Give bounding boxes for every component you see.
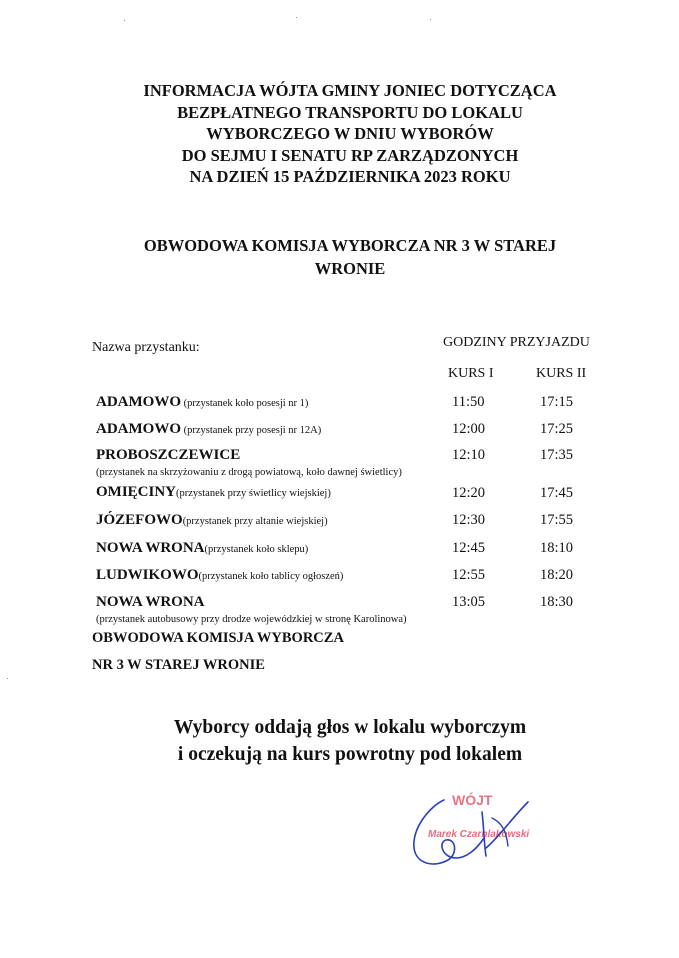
stop-title: PROBOSZCZEWICE xyxy=(96,447,241,463)
voter-notice xyxy=(60,714,640,768)
committee-heading xyxy=(60,234,640,280)
stop-description: (przystanek przy altanie wiejskiej) xyxy=(182,516,328,527)
course-1-time: 12:30 xyxy=(452,512,486,528)
course-1-header: KURS I xyxy=(448,366,494,381)
stop-title: NOWA WRONA xyxy=(96,540,205,556)
scan-speck xyxy=(296,17,297,18)
committee-line: WRONIE xyxy=(314,259,386,278)
stop-description: (przystanek przy posesji nr 12A) xyxy=(181,425,322,436)
stop-description: (przystanek koło tablicy ogłoszeń) xyxy=(198,571,344,582)
course-1-time: 12:00 xyxy=(452,421,486,437)
course-1-time: 13:05 xyxy=(452,594,486,610)
document-title xyxy=(60,80,640,188)
course-2-time: 17:25 xyxy=(540,421,574,437)
stop-title: ADAMOWO xyxy=(96,421,181,437)
title-line: NA DZIEŃ 15 PAŹDZIERNIKA 2023 ROKU xyxy=(189,167,511,186)
stop-description: (przystanek koło posesji nr 1) xyxy=(181,398,309,409)
stop-name xyxy=(96,567,343,584)
course-1-time: 11:50 xyxy=(452,394,485,410)
course-1-time: 12:45 xyxy=(452,540,486,556)
title-line: WYBORCZEGO W DNIU WYBORÓW xyxy=(206,124,494,143)
times-column-header: GODZINY PRZYJAZDU xyxy=(443,335,590,350)
stop-name xyxy=(96,421,321,438)
destination-line: OBWODOWA KOMISJA WYBORCZA xyxy=(92,630,344,646)
stop-title: NOWA WRONA xyxy=(96,594,205,610)
stop-title: ADAMOWO xyxy=(96,394,181,410)
committee-line: OBWODOWA KOMISJA WYBORCZA NR 3 W STAREJ xyxy=(143,236,557,255)
stamp-title: WÓJT xyxy=(452,792,493,808)
stop-description: (przystanek koło sklepu) xyxy=(204,544,309,555)
course-1-time: 12:10 xyxy=(452,447,486,463)
stop-name xyxy=(96,540,308,557)
course-1-time: 12:20 xyxy=(452,485,486,501)
stop-name xyxy=(96,484,331,501)
stop-name xyxy=(96,512,328,529)
stop-title: OMIĘCINY xyxy=(96,484,177,500)
title-line: DO SEJMU I SENATU RP ZARZĄDZONYCH xyxy=(181,145,519,165)
stop-name xyxy=(96,447,240,464)
destination-line: NR 3 W STAREJ WRONIE xyxy=(92,657,265,673)
stop-title: JÓZEFOWO xyxy=(96,512,183,528)
stop-column-header: Nazwa przystanku: xyxy=(92,340,200,355)
scan-speck xyxy=(124,20,125,21)
course-2-header: KURS II xyxy=(536,366,587,381)
course-2-time: 18:10 xyxy=(540,540,574,556)
stop-name xyxy=(96,394,308,411)
title-line: INFORMACJA WÓJTA GMINY JONIEC DOTYCZĄCA xyxy=(143,81,557,100)
notice-line: i oczekują na kurs powrotny pod lokalem xyxy=(177,744,523,765)
scan-speck xyxy=(7,678,8,679)
title-line: BEZPŁATNEGO TRANSPORTU DO LOKALU xyxy=(177,102,523,122)
course-2-time: 17:35 xyxy=(540,447,574,463)
stop-name xyxy=(96,594,205,611)
scan-speck xyxy=(430,19,431,20)
course-2-time: 17:45 xyxy=(540,485,574,501)
course-1-time: 12:55 xyxy=(452,567,486,583)
course-2-time: 17:15 xyxy=(540,394,574,410)
stamp-name: Marek Czarnlakowski xyxy=(428,829,530,840)
course-2-time: 18:20 xyxy=(540,567,574,583)
stop-description: (przystanek autobusowy przy drodze wojewódzkiej w stronę Karolinowa) xyxy=(96,614,407,625)
stop-description: (przystanek na skrzyżowaniu z drogą powiatową, koło dawnej świetlicy) xyxy=(96,467,402,478)
course-2-time: 18:30 xyxy=(540,594,574,610)
stop-title: LUDWIKOWO xyxy=(96,567,199,583)
course-2-time: 17:55 xyxy=(540,512,574,528)
notice-line: Wyborcy oddają głos w lokalu wyborczym xyxy=(173,717,527,738)
stop-description: (przystanek przy świetlicy wiejskiej) xyxy=(176,488,331,499)
signature-stamp xyxy=(400,788,560,878)
